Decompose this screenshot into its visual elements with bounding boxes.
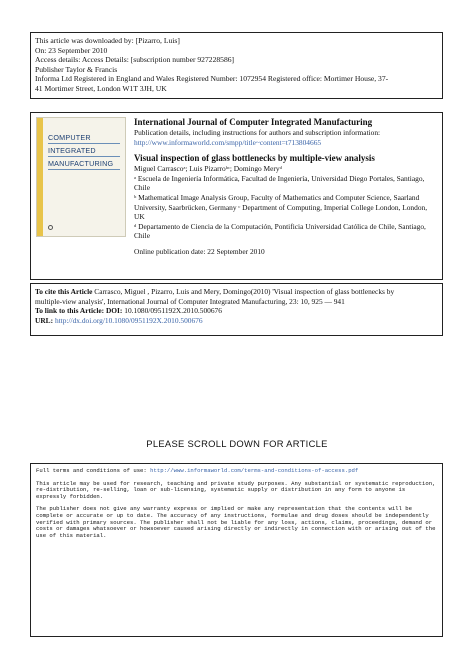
terms-intro-text: Full terms and conditions of use: xyxy=(36,467,151,474)
journal-cover-image xyxy=(36,117,126,237)
terms-link[interactable]: http://www.informaworld.com/terms-and-conditions-of-access.pdf xyxy=(150,467,359,474)
cite-text-1: Carrasco, Miguel , Pizarro, Luis and Mery, Domingo(2010) 'Visual inspection of glass bottlenecks by xyxy=(94,287,395,296)
terms-paragraph-1: This article may be used for research, teaching and private study purposes. Any substantial or systematic reproduction, re-distribution, re-selling, loan or sub-licensing, systematic supply or distribution in any form to anyone is expressly forbidden. xyxy=(36,479,436,500)
affiliation-a: ᵃ Escuela de Ingeniería Informática, Facultad de Ingeniería, Universidad Diego Portales, Santiago, Chile xyxy=(134,173,425,193)
cover-stripe xyxy=(37,118,43,236)
journal-title: International Journal of Computer Integrated Manufacturing xyxy=(134,117,373,127)
download-date-line: On: 23 September 2010 xyxy=(35,45,108,55)
cite-label: To cite this Article xyxy=(35,287,93,296)
affiliation-b-line-2: University, Saarbrücken, Germany ᶜ Department of Computing, Imperial College London, London, UK xyxy=(134,202,428,222)
cover-rule xyxy=(48,143,120,144)
journal-info-box xyxy=(30,112,443,280)
citation-line-1 xyxy=(35,287,438,297)
download-info-box xyxy=(30,32,443,99)
scroll-down-message: PLEASE SCROLL DOWN FOR ARTICLE xyxy=(146,438,328,449)
doi-line xyxy=(35,306,438,316)
affiliation-d-line-2: Chile xyxy=(134,231,151,241)
article-title: Visual inspection of glass bottlenecks by multiple-view analysis xyxy=(134,153,375,164)
publication-details: Publication details, including instructions for authors and subscription information: xyxy=(134,128,381,137)
doi-value: 10.1080/0951192X.2010.500676 xyxy=(124,306,222,316)
journal-details xyxy=(134,117,438,257)
publisher-logo-icon xyxy=(48,225,53,230)
publication-details-link[interactable]: http://www.informaworld.com/smpp/title~content=t713804665 xyxy=(134,137,322,147)
cover-word-3: MANUFACTURING xyxy=(48,159,114,168)
cover-word-2: INTEGRATED xyxy=(48,146,96,155)
downloaded-by-line: This article was downloaded by: [Pizarro, Luis] xyxy=(35,36,180,45)
access-details-line: Access details: Access Details: [subscription number 927228586] xyxy=(35,55,235,65)
terms-box xyxy=(30,463,443,637)
registration-line-1: Informa Ltd Registered in England and Wales Registered Number: 1072954 Registered office: Mortimer House, 37- xyxy=(35,74,389,84)
publisher-line: Publisher Taylor & Francis xyxy=(35,64,118,74)
citation-box xyxy=(30,283,443,336)
registration-line-2: 41 Mortimer Street, London W1T 3JH, UK xyxy=(35,83,167,93)
affiliation-d-line-1: ᵈ Departamento de Ciencia de la Computación, Pontificia Universidad Católica de Chile, Santiago, xyxy=(134,221,426,231)
online-publication-date: Online publication date: 22 September 2010 xyxy=(134,246,265,256)
cite-text-2: multiple-view analysis', International Journal of Computer Integrated Manufacturing, 23: 10, 925 — 941 xyxy=(35,296,345,306)
cover-word-1: COMPUTER xyxy=(48,133,91,142)
doi-url-link[interactable]: http://dx.doi.org/10.1080/0951192X.2010.500676 xyxy=(54,315,203,325)
doi-label: To link to this Article: DOI: xyxy=(35,306,123,316)
affiliation-b-line-1: ᵇ Mathematical Image Analysis Group, Faculty of Mathematics and Computer Science, Saarland xyxy=(134,192,420,202)
terms-intro xyxy=(36,468,437,475)
cover-rule xyxy=(48,156,120,157)
authors: Miguel Carrascoᵃ; Luis Pizarroᵇᶜ; Domingo Meryᵈ xyxy=(134,164,282,174)
url-label: URL: xyxy=(35,315,54,325)
url-line xyxy=(35,316,438,326)
terms-paragraph-2: The publisher does not give any warranty express or implied or make any representation that the contents will be complete or accurate or up to date. The accuracy of any instructions, formulae and drug doses should be independently verified with primary sources. The publisher shall not be liable for any loss, actions, claims, proceedings, demand or costs or damages whatsoever or howsoever caused arising directly or indirectly in connection with or arising out of the use of this material. xyxy=(36,505,436,539)
cover-rule xyxy=(48,169,120,170)
